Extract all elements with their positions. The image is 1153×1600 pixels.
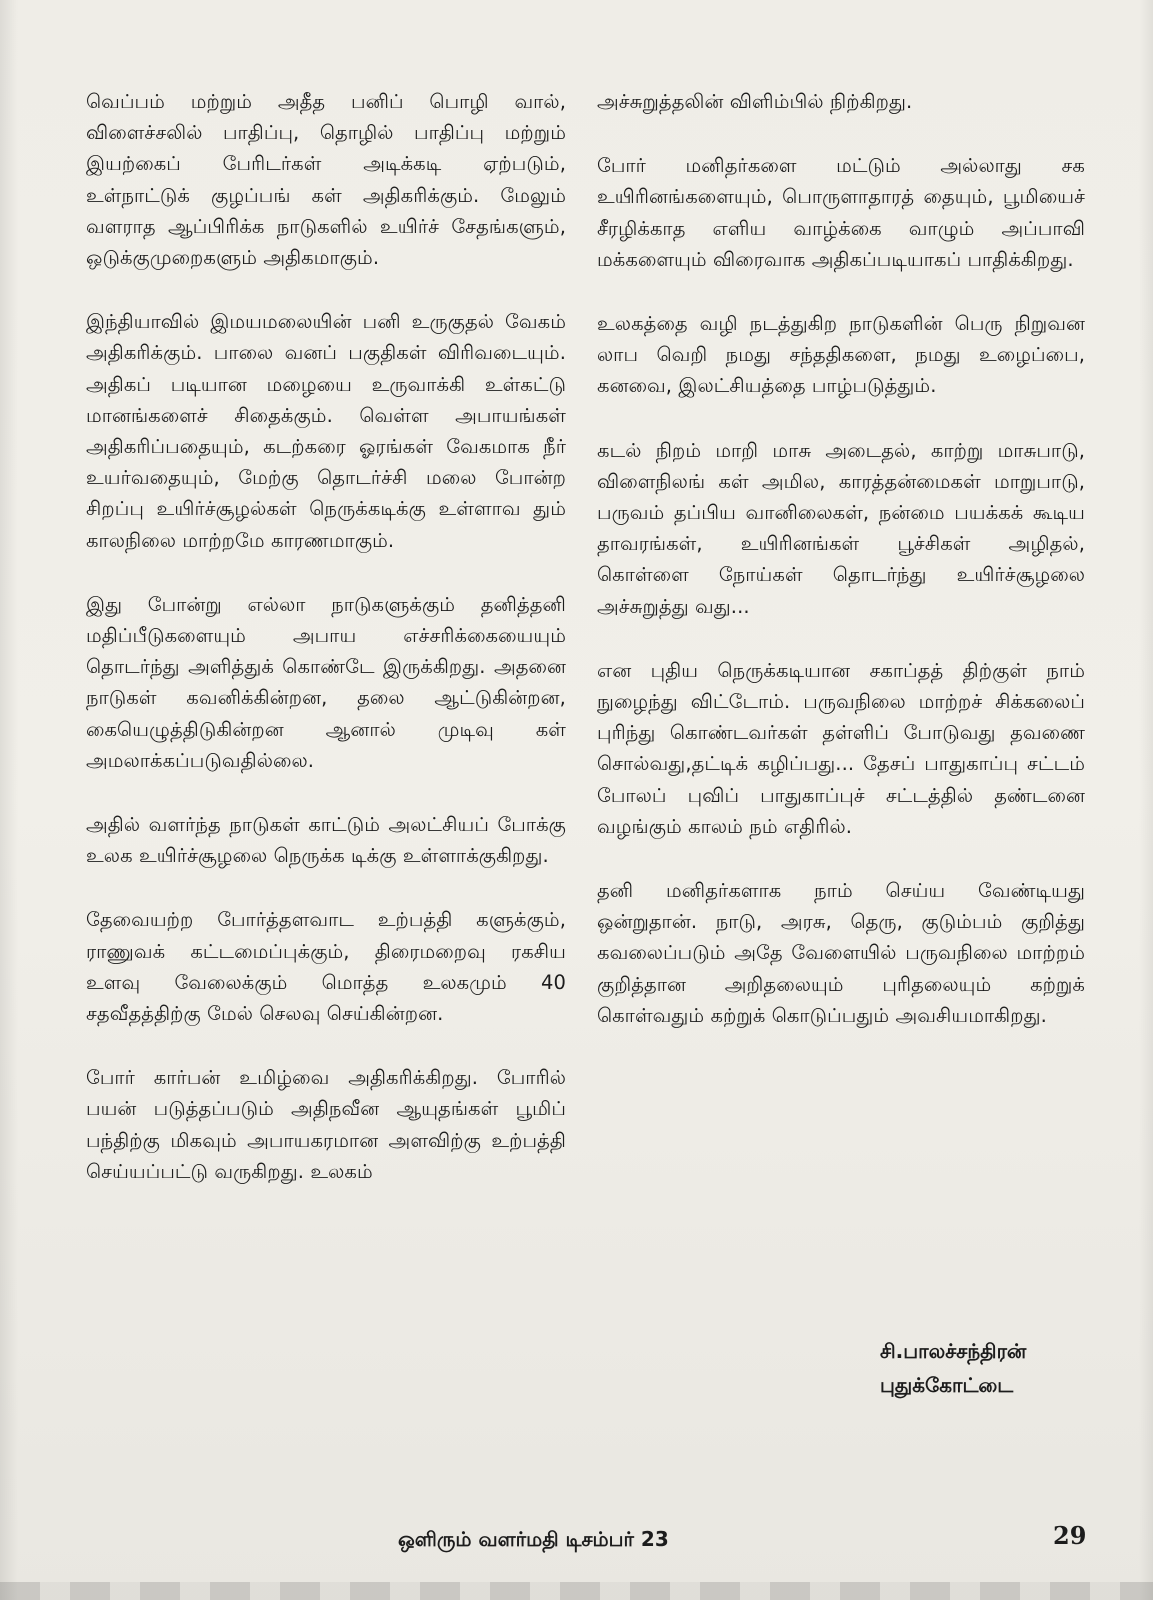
- author-place: புதுக்கோட்டை: [880, 1373, 1014, 1397]
- paragraph: வெப்பம் மற்றும் அதீத பனிப் பொழி வால், விளைச்சலில் பாதிப்பு, தொழில் பாதிப்பு மற்றும் இயற்கைப் பேரிடர்கள் அடிக்கடி ஏற்படும், உள்நாட்டுக் குழப்பங் கள் அதிகரிக்கும். மேலும் வளராத ஆப்பிரிக்க நாடுகளில் உயிர்ச் சேதங்களும், ஒடுக்குமுறைகளும் அதிகமாகும்.: [86, 90, 566, 270]
- paragraph: போர் கார்பன் உமிழ்வை அதிகரிக்கிறது. போரில் பயன் படுத்தப்படும் அதிநவீன ஆயுதங்கள் பூமிப் பந்திற்கு மிகவும் அபாயகரமான அளவிற்கு உற்பத்தி செய்யப்பட்டு வருகிறது. உலகம்: [86, 1066, 566, 1183]
- paragraph: அதில் வளர்ந்த நாடுகள் காட்டும் அலட்சியப் போக்கு உலக உயிர்ச்சூழலை நெருக்க டிக்கு உள்ளாக்குகிறது.: [86, 813, 566, 868]
- author-name: சி.பாலச்சந்திரன்: [880, 1339, 1027, 1363]
- paragraph: அச்சுறுத்தலின் விளிம்பில் நிற்கிறது.: [597, 90, 913, 113]
- paragraph: போர் மனிதர்களை மட்டும் அல்லாது சக உயிரினங்களையும், பொருளாதாரத் தையும், பூமியைச் சீரழிக்காத எளிய வாழ்க்கை வாழும் அப்பாவி மக்களையும் விரைவாக அதிகப்படியாகப் பாதிக்கிறது.: [597, 154, 1085, 271]
- paragraph: இது போன்று எல்லா நாடுகளுக்கும் தனித்தனி மதிப்பீடுகளையும் அபாய எச்சரிக்கையையும் தொடர்ந்து அளித்துக் கொண்டே இருக்கிறது. அதனை நாடுகள் கவனிக்கின்றன, தலை ஆட்டுகின்றன, கையெழுத்திடுகின்றன ஆனால் முடிவு கள் அமலாக்கப்படுவதில்லை.: [86, 592, 566, 772]
- page-footer: [0, 1521, 1153, 1563]
- right-column: [597, 86, 1085, 1064]
- paragraph: தேவையற்ற போர்த்தளவாட உற்பத்தி களுக்கும், ராணுவக் கட்டமைப்புக்கும், திரைமறைவு ரகசிய உளவு வேலைக்கும் மொத்த உலகமும் 40 சதவீதத்திற்கு மேல் செலவு செய்கின்றன.: [86, 908, 566, 1026]
- paragraph: தனி மனிதர்களாக நாம் செய்ய வேண்டியது ஒன்றுதான். நாடு, அரசு, தெரு, குடும்பம் குறித்து கவலைப்படும் அதே வேளையில் பருவநிலை மாற்றம் குறித்தான அறிதலையும் புரிதலையும் கற்றுக் கொள்வதும் கற்றுக் கொடுப்பதும் அவசியமாகிறது.: [597, 879, 1085, 1027]
- page-edge-shadow-right: [1139, 0, 1153, 1600]
- paragraph: இந்தியாவில் இமயமலையின் பனி உருகுதல் வேகம் அதிகரிக்கும். பாலை வனப் பகுதிகள் விரிவடையும். அதிகப் படியான மழையை உருவாக்கி உள்கட்டு மானங்களைச் சிதைக்கும். வெள்ள அபாயங்கள் அதிகரிப்பதையும், கடற்கரை ஓரங்கள் வேகமாக நீர் உயர்வதையும், மேற்கு தொடர்ச்சி மலை போன்ற சிறப்பு உயிர்ச்சூழல்கள் நெருக்கடிக்கு உள்ளாவ தும் காலநிலை மாற்றமே காரணமாகும்.: [86, 310, 566, 552]
- bleed-through-strip: [0, 1582, 1153, 1600]
- author-signature: [880, 1334, 1100, 1402]
- paragraph: கடல் நிறம் மாறி மாசு அடைதல், காற்று மாசுபாடு, விளைநிலங் கள் அமில, காரத்தன்மைகள் மாறுபாடு, பருவம் தப்பிய வானிலைகள், நன்மை பயக்கக் கூடிய தாவரங்கள், உயிரினங்கள் பூச்சிகள் அழிதல், கொள்ளை நோய்கள் தொடர்ந்து உயிர்ச்சூழலை அச்சுறுத்து வது...: [597, 438, 1085, 618]
- paragraph: என புதிய நெருக்கடியான சகாப்தத் திற்குள் நாம் நுழைந்து விட்டோம். பருவநிலை மாற்றச் சிக்கலைப் புரிந்து கொண்டவர்கள் தள்ளிப் போடுவது தவணை சொல்வது,தட்டிக் கழிப்பது... தேசப் பாதுகாப்பு சட்டம் போலப் புவிப் பாதுகாப்புச் சட்டத்தில் தண்டனை வழங்கும் காலம் நம் எதிரில்.: [597, 658, 1085, 838]
- left-column: [86, 86, 566, 1220]
- magazine-issue-title: ஒளிரும் வளர்மதி டிசம்பர் 23: [398, 1527, 669, 1551]
- page-number: 29: [1053, 1521, 1087, 1550]
- page-edge-shadow-left: [0, 0, 18, 1600]
- paragraph: உலகத்தை வழி நடத்துகிற நாடுகளின் பெரு நிறுவன லாப வெறி நமது சந்ததிகளை, நமது உழைப்பை, கனவை, இலட்சியத்தை பாழ்படுத்தும்.: [597, 312, 1085, 398]
